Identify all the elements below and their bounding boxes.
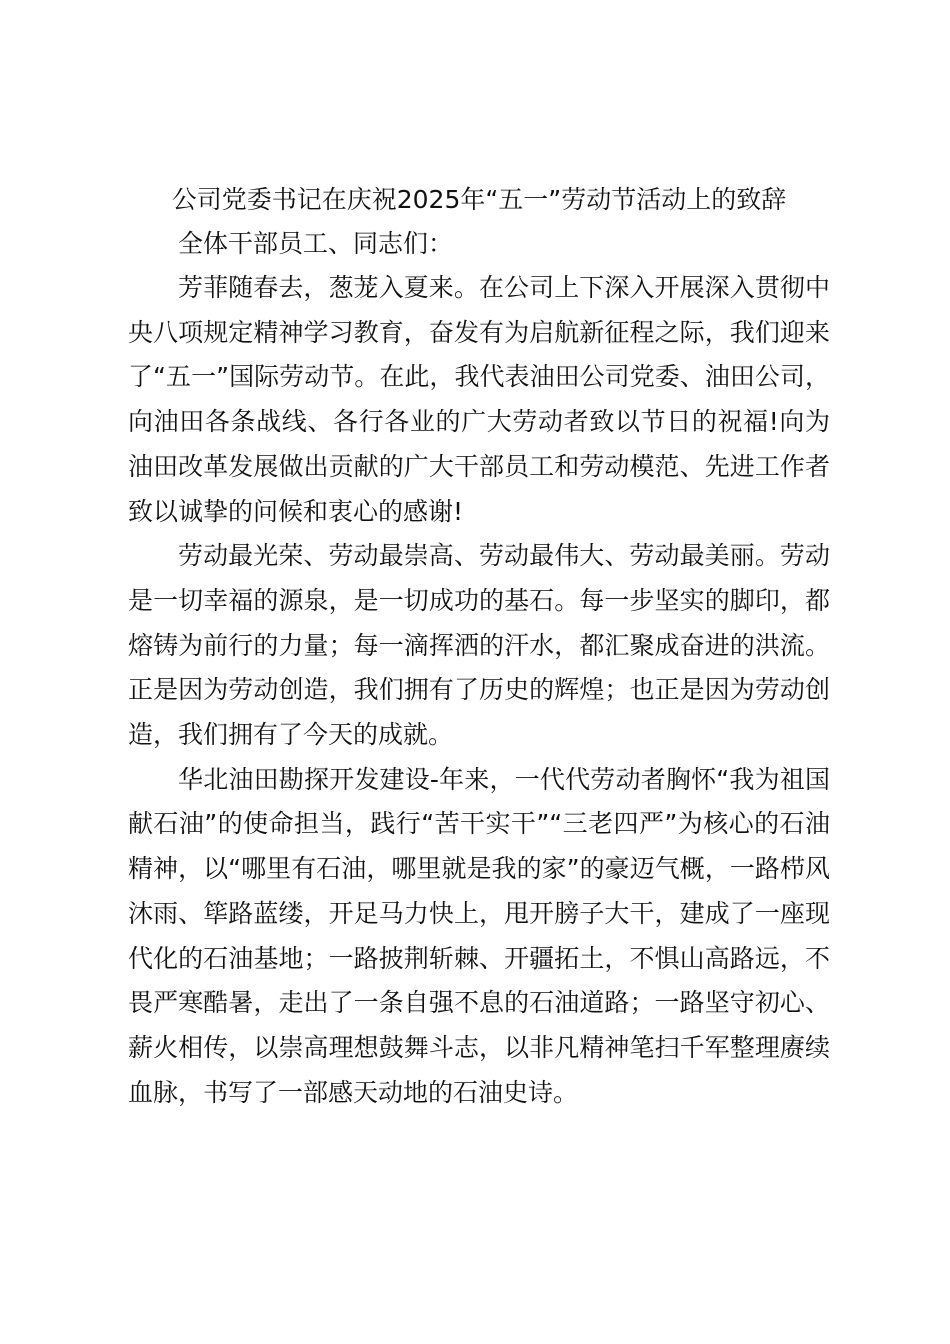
salutation: 全体干部员工、同志们： xyxy=(178,229,454,258)
paragraph-oilfield-history: 华北油田勘探开发建设-年来，一代代劳动者胸怀“我为祖国献石油”的使命担当，践行“苦干实干”“三老四严”为核心的石油精神，以“哪里有石油，哪里就是我的家”的豪迈气概，一路栉风沐雨、筚路蓝缕，开足马力快上，甩开膀子大干，建成了一座现代化的石油基地；一路披荆斩棘、开疆拓土，不惧山高路远，不畏严寒酷暑，走出了一条自强不息的石油道路；一路坚守初心、薪火相传，以崇高理想鼓舞斗志，以非凡精神笔扫千军整理赓续血脉，书写了一部感天动地的石油史诗。 xyxy=(128,764,830,1107)
paragraph-festival-greeting: 芳菲随春去，葱茏入夏来。在公司上下深入开展深入贯彻中央八项规定精神学习教育，奋发有为启航新征程之际，我们迎来了“五一”国际劳动节。在此，我代表油田公司党委、油田公司，向油田各条战线、各行各业的广大劳动者致以节日的祝福!向为油田改革发展做出贡献的广大干部员工和劳动模范、先进工作者致以诚挚的问候和衷心的感谢! xyxy=(128,273,830,526)
document-title: 公司党委书记在庆祝2025年“五一”劳动节活动上的致辞 xyxy=(171,185,787,214)
document-body xyxy=(128,178,830,1115)
paragraph-labor-glory: 劳动最光荣、劳动最崇高、劳动最伟大、劳动最美丽。劳动是一切幸福的源泉，是一切成功的基石。每一步坚实的脚印，都熔铸为前行的力量；每一滴挥洒的汗水，都汇聚成奋进的洪流。正是因为劳动创造，我们拥有了历史的辉煌；也正是因为劳动创造，我们拥有了今天的成就。 xyxy=(128,541,830,750)
